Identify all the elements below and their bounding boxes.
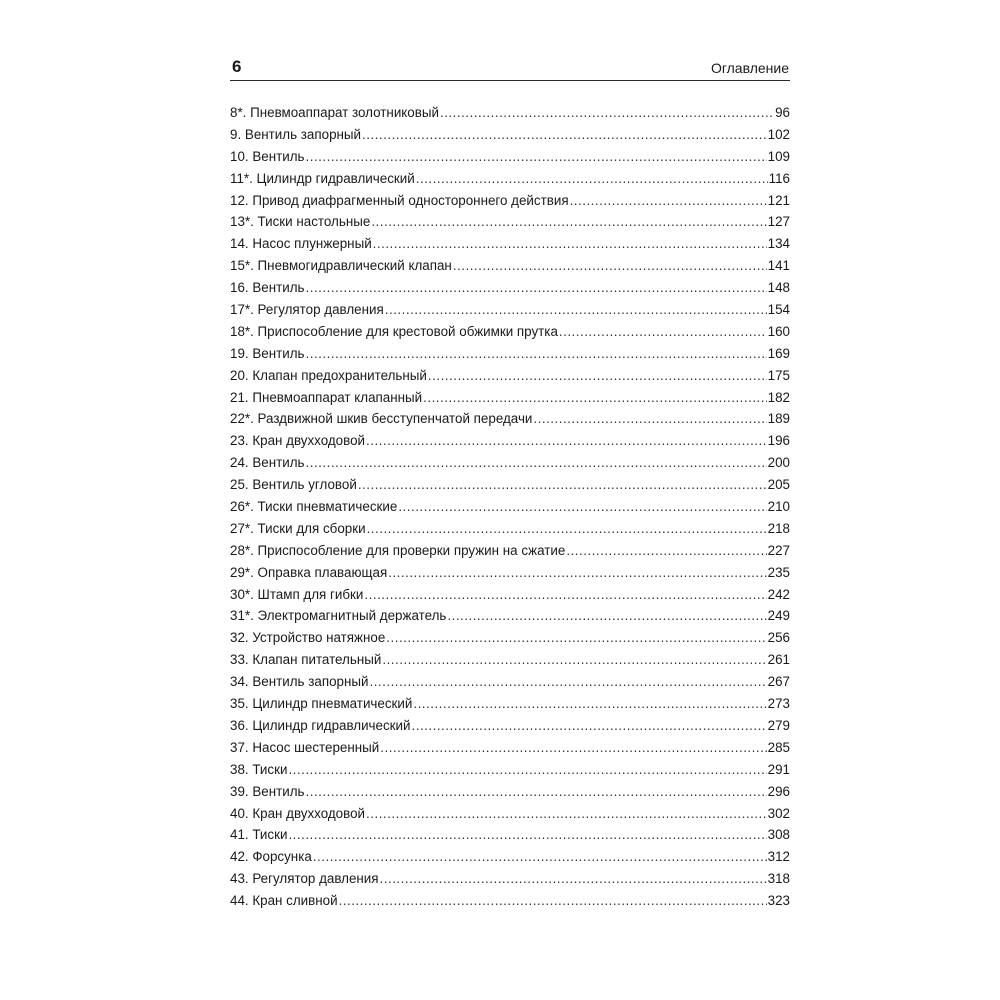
toc-entry-page: 196: [767, 433, 790, 449]
toc-entry-page: 121: [767, 192, 790, 208]
toc-dot-leader: [288, 761, 766, 779]
toc-entry-title: 24. Вентиль: [230, 455, 305, 471]
toc-dot-leader: [380, 739, 766, 757]
toc-dot-leader: [366, 432, 767, 450]
toc-entry-page: 273: [767, 696, 790, 712]
toc-dot-leader: [313, 848, 767, 866]
toc-entry-title: 16. Вентиль: [230, 280, 305, 296]
toc-entry: [230, 783, 790, 805]
toc-dot-leader: [386, 629, 766, 647]
toc-entry-page: 312: [767, 849, 790, 865]
toc-entry: [230, 410, 790, 432]
toc-dot-leader: [306, 345, 767, 363]
toc-entry-page: 148: [767, 280, 790, 296]
toc-dot-leader: [364, 586, 766, 604]
toc-entry-title: 34. Вентиль запорный: [230, 674, 369, 690]
toc-entry-page: 285: [767, 739, 790, 755]
toc-entry: [230, 213, 790, 235]
toc-entry-title: 19. Вентиль: [230, 345, 305, 361]
toc-entry-page: 302: [767, 805, 790, 821]
toc-entry-title: 10. Вентиль: [230, 148, 305, 164]
toc-entry-page: 261: [767, 652, 790, 668]
toc-entry-title: 9. Вентиль запорный: [230, 126, 362, 142]
toc-entry-page: 210: [767, 499, 790, 515]
page-header: [230, 56, 790, 81]
toc-entry: [230, 476, 790, 498]
toc-entry-page: 235: [767, 564, 790, 580]
toc-entry: [230, 192, 790, 214]
toc-entry-title: 23. Кран двухходовой: [230, 433, 366, 449]
toc-entry-title: 18*. Приспособление для крестовой обжимки прутка: [230, 323, 558, 339]
toc-entry-page: 227: [767, 542, 790, 558]
toc-entry-page: 116: [768, 170, 790, 186]
toc-entry-page: 267: [767, 674, 790, 690]
toc-entry-page: 96: [775, 105, 790, 120]
toc-entry: [230, 498, 790, 520]
toc-entry-page: 323: [767, 893, 790, 909]
toc-entry: [230, 848, 790, 870]
toc-entry-page: 308: [767, 827, 790, 843]
toc-dot-leader: [306, 783, 767, 801]
toc-entry: [230, 454, 790, 476]
toc-dot-leader: [453, 257, 767, 275]
toc-entry: [230, 870, 790, 892]
toc-entry-page: 256: [767, 630, 790, 646]
toc-entry-title: 12. Привод диафрагменный одностороннего действия: [230, 192, 569, 208]
toc-entry-page: 218: [767, 520, 790, 536]
toc-dot-leader: [306, 279, 767, 297]
toc-entry: [230, 279, 790, 301]
toc-entry-page: 175: [767, 367, 790, 383]
toc-entry-page: 169: [767, 345, 790, 361]
toc-entry-title: 14. Насос плунжерный: [230, 236, 372, 252]
toc-entry-title: 21. Пневмоаппарат клапанный: [230, 389, 423, 405]
toc-entry-title: 32. Устройство натяжное: [230, 630, 386, 646]
toc-entry-title: 13*. Тиски настольные: [230, 214, 371, 230]
toc-dot-leader: [306, 148, 767, 166]
toc-entry-page: 127: [767, 214, 790, 230]
toc-entry: [230, 651, 790, 673]
toc-entry-page: 249: [767, 608, 790, 624]
toc-entry: [230, 695, 790, 717]
toc-dot-leader: [382, 651, 766, 669]
toc-entry-title: 20. Клапан предохранительный: [230, 367, 427, 383]
toc-entry: [230, 301, 790, 323]
toc-entry: [230, 717, 790, 739]
toc-dot-leader: [423, 389, 767, 407]
table-of-contents: [230, 104, 790, 914]
toc-entry: [230, 126, 790, 148]
toc-entry: [230, 761, 790, 783]
toc-entry: [230, 673, 790, 695]
toc-entry: [230, 389, 790, 411]
toc-entry: [230, 104, 790, 126]
toc-dot-leader: [366, 805, 767, 823]
toc-entry: [230, 629, 790, 651]
toc-entry-title: 11*. Цилиндр гидравлический: [230, 170, 415, 186]
toc-dot-leader: [380, 870, 767, 888]
toc-entry-title: 31*. Электромагнитный держатель: [230, 608, 447, 624]
toc-entry-title: 42. Форсунка: [230, 849, 312, 865]
toc-dot-leader: [306, 454, 767, 472]
toc-dot-leader: [339, 892, 767, 910]
toc-entry: [230, 542, 790, 564]
toc-entry: [230, 148, 790, 170]
toc-entry-page: 102: [767, 126, 790, 142]
toc-entry-title: 41. Тиски: [230, 827, 288, 843]
toc-entry-page: 279: [767, 717, 790, 733]
toc-entry: [230, 826, 790, 848]
toc-entry-title: 40. Кран двухходовой: [230, 805, 366, 821]
toc-entry: [230, 323, 790, 345]
toc-dot-leader: [388, 564, 766, 582]
toc-entry-page: 154: [767, 302, 790, 318]
toc-entry: [230, 586, 790, 608]
toc-entry-title: 38. Тиски: [230, 761, 288, 777]
toc-entry-title: 17*. Регулятор давления: [230, 302, 384, 318]
toc-entry-title: 22*. Раздвижной шкив бесступенчатой передачи: [230, 411, 533, 427]
running-title: Оглавление: [710, 60, 789, 76]
toc-dot-leader: [362, 126, 767, 144]
toc-dot-leader: [385, 301, 767, 319]
toc-dot-leader: [371, 213, 766, 231]
toc-entry-page: 200: [767, 455, 790, 471]
toc-entry: [230, 739, 790, 761]
toc-entry-title: 15*. Пневмогидравлический клапан: [230, 258, 452, 274]
toc-entry-page: 141: [767, 258, 790, 274]
toc-entry: [230, 170, 790, 192]
toc-dot-leader: [447, 607, 766, 625]
toc-entry: [230, 520, 790, 542]
toc-entry-page: 134: [767, 236, 790, 252]
toc-dot-leader: [416, 170, 768, 188]
toc-entry: [230, 432, 790, 454]
toc-entry-page: 318: [767, 871, 790, 887]
toc-entry-page: 160: [767, 323, 790, 339]
toc-entry-title: 30*. Штамп для гибки: [230, 586, 364, 602]
toc-entry: [230, 345, 790, 367]
toc-entry-title: 26*. Тиски пневматические: [230, 499, 398, 515]
toc-dot-leader: [566, 542, 766, 560]
page-number: 6: [232, 57, 242, 76]
toc-dot-leader: [533, 410, 766, 428]
toc-entry-title: 29*. Оправка плавающая: [230, 564, 388, 580]
toc-dot-leader: [428, 367, 767, 385]
toc-entry: [230, 607, 790, 629]
toc-entry-page: 109: [767, 148, 790, 164]
toc-entry-title: 43. Регулятор давления: [230, 871, 379, 887]
toc-entry-title: 28*. Приспособление для проверки пружин на сжатие: [230, 542, 566, 558]
toc-dot-leader: [398, 498, 766, 516]
toc-dot-leader: [369, 673, 766, 691]
toc-entry: [230, 892, 790, 914]
toc-dot-leader: [559, 323, 767, 341]
toc-dot-leader: [413, 695, 766, 713]
toc-entry-page: 296: [767, 783, 790, 799]
toc-entry: [230, 805, 790, 827]
toc-entry: [230, 235, 790, 257]
toc-dot-leader: [288, 826, 766, 844]
toc-entry-title: 33. Клапан питательный: [230, 652, 382, 668]
toc-entry-title: 35. Цилиндр пневматический: [230, 696, 413, 712]
toc-entry-title: 36. Цилиндр гидравлический: [230, 717, 411, 733]
toc-dot-leader: [440, 104, 774, 122]
toc-dot-leader: [570, 192, 767, 210]
toc-dot-leader: [358, 476, 767, 494]
toc-entry-page: 242: [767, 586, 790, 602]
toc-entry-title: 8*. Пневмоаппарат золотниковый: [230, 105, 439, 120]
toc-entry-title: 44. Кран сливной: [230, 893, 338, 909]
toc-entry: [230, 257, 790, 279]
toc-entry: [230, 564, 790, 586]
toc-entry: [230, 367, 790, 389]
toc-dot-leader: [373, 235, 767, 253]
toc-entry-title: 25. Вентиль угловой: [230, 477, 357, 493]
toc-entry-page: 291: [767, 761, 790, 777]
toc-dot-leader: [412, 717, 767, 735]
toc-entry-title: 27*. Тиски для сборки: [230, 520, 366, 536]
toc-entry-page: 182: [767, 389, 790, 405]
toc-entry-title: 37. Насос шестеренный: [230, 739, 380, 755]
document-page: [230, 56, 790, 909]
toc-dot-leader: [367, 520, 767, 538]
toc-entry-page: 189: [767, 411, 790, 427]
toc-entry-page: 205: [767, 477, 790, 493]
toc-entry-title: 39. Вентиль: [230, 783, 305, 799]
